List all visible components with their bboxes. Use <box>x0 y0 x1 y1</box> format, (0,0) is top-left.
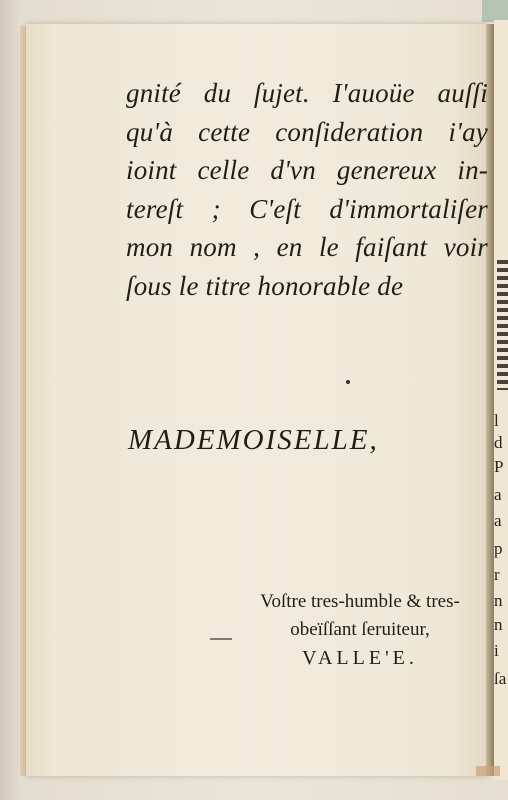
adjacent-fragment: n <box>494 591 503 610</box>
body-text <box>126 74 488 305</box>
signature-name: VALLE'E. <box>302 647 418 669</box>
signoff-block <box>238 588 482 672</box>
adjacent-page <box>494 20 508 780</box>
body-line: ioint celle d'vn genereux in- <box>126 155 488 185</box>
body-line: mon nom , en le faiſant voir <box>126 232 488 262</box>
adjacent-fragment: r <box>494 565 500 584</box>
addressee-heading: MADEMOISELLE, <box>128 424 379 456</box>
body-line: ſous le titre honorable de <box>126 270 404 301</box>
adjacent-fragment: P <box>494 457 504 476</box>
adjacent-fragment: i <box>494 641 499 660</box>
adjacent-fragment: n <box>494 615 503 634</box>
adjacent-fragment: d <box>494 433 503 452</box>
ink-dot <box>346 380 350 384</box>
adjacent-fragment: p <box>494 539 503 558</box>
signoff-line: Voſtre tres-humble & tres- <box>260 591 460 612</box>
binding-stain <box>476 766 500 776</box>
ink-mark <box>210 638 232 640</box>
adjacent-fragment: l <box>494 411 499 430</box>
adjacent-fragment: a <box>494 485 502 504</box>
ornament-border <box>497 260 508 390</box>
adjacent-fragment: ſa <box>494 669 507 688</box>
book-tab <box>482 0 508 22</box>
body-line: qu'à cette conſideration i'ay <box>126 116 488 147</box>
body-line: tereſt ; C'eſt d'immortaliſer <box>126 193 488 224</box>
signoff-line: obeïſſant ſeruiteur, <box>290 619 430 640</box>
adjacent-fragment: a <box>494 511 502 530</box>
body-line: gnité du ſujet. I'auoüe auſſi <box>126 78 488 108</box>
